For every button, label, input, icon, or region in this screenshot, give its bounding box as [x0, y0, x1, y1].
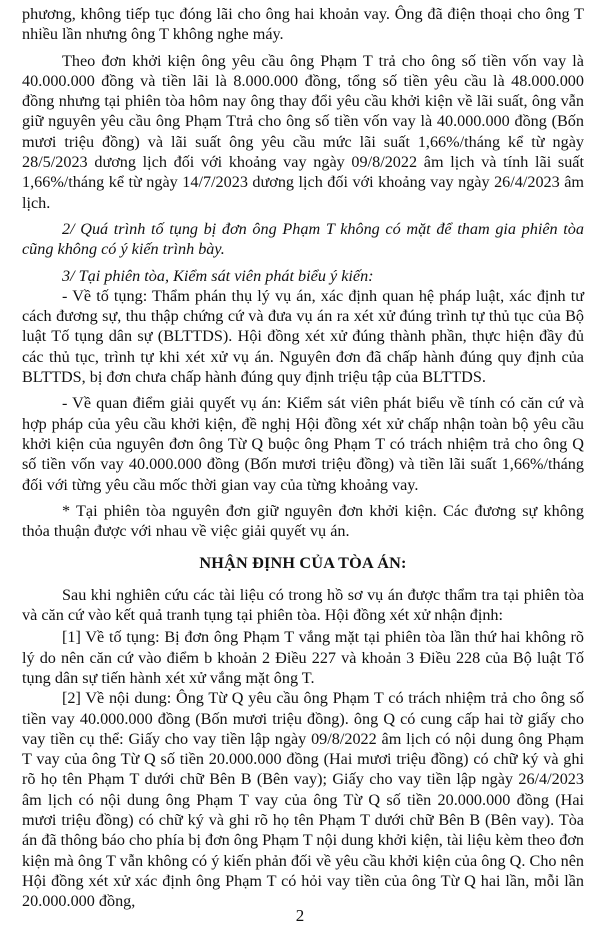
paragraph-defendant-absence: 2/ Quá trình tố tụng bị đơn ông Phạm T không có mặt để tham gia phiên tòa cũng không có ý kiến trình bày. — [22, 219, 584, 259]
paragraph-prosecutor-heading: 3/ Tại phiên tòa, Kiểm sát viên phát biểu ý kiến: — [62, 266, 374, 285]
paragraph-resolution-view: - Về quan điểm giải quyết vụ án: Kiểm sát viên phát biểu về tính có căn cứ và hợp pháp của yêu cầu khởi kiện, đề nghị Hội đồng xét xử chấp nhận toàn bộ yêu cầu khởi kiện của nguyên đơn ông Từ Q buộc ông Phạm T có trách nhiệm trả cho ông Q số tiền vốn vay 40.000.000 đồng (Bốn mươi triệu đồng) và tiền lãi suất 1,66%/tháng đối với từng yêu cầu mốc thời gian vay của từng khoảng vay. — [22, 394, 584, 494]
paragraph-court-intro: Sau khi nghiên cứu các tài liệu có trong hồ sơ vụ án được thẩm tra tại phiên tòa và căn cứ vào kết quả tranh tụng tại phiên tòa. Hội đồng xét xử nhận định: — [22, 585, 584, 625]
paragraph-finding-procedure: [1] Về tố tụng: Bị đơn ông Phạm T vắng mặt tại phiên tòa lần thứ hai không rõ lý do nên căn cứ vào điểm b khoản 2 Điều 227 và khoản 3 Điều 228 của Bộ luật Tố tụng dân sự tiến hành xét xử vắng mặt ông T. — [22, 628, 584, 687]
paragraph-finding-content: [2] Về nội dung: Ông Từ Q yêu cầu ông Phạm T có trách nhiệm trả cho ông số tiền vay 40.000.000 đồng (Bốn mươi triệu đồng). ông Q có cung cấp hai tờ giấy cho vay tiền cụ thể: Giấy cho vay tiền lập ngày 09/8/2022 âm lịch có nội dung ông Phạm T vay của ông Từ Q số tiền 20.000.000 đồng (Hai mươi triệu đồng) có chữ ký và ghi rõ họ tên Phạm T dưới chữ Bên B (Bên vay); Giấy cho vay tiền lập ngày 26/4/2023 âm lịch có nội dung ông Phạm T vay của ông Từ Q số tiền 20.000.000 đồng (Hai mươi triệu đồng) có chữ ký và ghi rõ họ tên Phạm T dưới chữ Bên B (Bên vay). Tòa án đã thông báo cho phía bị đơn ông Phạm T nội dung khởi kiện, tài liệu kèm theo đơn kiện mà ông T vẫn không có ý kiến phản đối về yêu cầu khởi kiện của ông Q. Cho nên Hội đồng xét xử xác định ông Phạm T có hỏi vay tiền của ông Từ Q hai lần, mỗi lần 20.000.000 đồng, — [22, 689, 584, 911]
paragraph-at-hearing: * Tại phiên tòa nguyên đơn giữ nguyên đơn khởi kiện. Các đương sự không thỏa thuận được với nhau về việc giải quyết vụ án. — [22, 501, 584, 541]
paragraph-claim: Theo đơn khởi kiện ông yêu cầu ông Phạm T trả cho ông số tiền vốn vay là 40.000.000 đồng và tiền lãi là 8.000.000 đồng, tổng số tiền yêu cầu là 48.000.000 đồng nhưng tại phiên tòa hôm nay ông thay đổi yêu cầu khởi kiện về lãi suất, ông vẫn giữ nguyên yêu cầu ông Phạm Ttrả cho ông số tiền vốn vay là 40.000.000 đồng (Bốn mươi triệu đồng) và lãi suất ông yêu cầu mức lãi suất 1,66%/tháng kể từ ngày 28/5/2023 dương lịch đối với khoảng vay ngày 09/8/2022 âm lịch và tính lãi suất 1,66%/tháng kể từ ngày 14/7/2023 dương lịch đối với khoảng vay ngày 26/4/2023 âm lịch. — [22, 51, 584, 212]
paragraph-continuation: phương, không tiếp tục đóng lãi cho ông hai khoản vay. Ông đã điện thoại cho ông T nhiều lần nhưng ông T không nghe máy. — [22, 5, 584, 44]
page-number: 2 — [295, 906, 305, 925]
paragraph-procedure: - Về tố tụng: Thẩm phán thụ lý vụ án, xác định quan hệ pháp luật, xác định tư cách đương sự, thu thập chứng cứ và đưa vụ án ra xét xử đúng trình tự thủ tục của Bộ luật Tố tụng dân sự (BLTTDS). Hội đồng xét xử đúng thành phần, thực hiện đầy đủ các thủ tục, trình tự khi xét xử vụ án. Nguyên đơn đã chấp hành đúng quy định của BLTTDS, bị đơn chưa chấp hành đúng quy định triệu tập của BLTTDS. — [22, 286, 584, 387]
section-heading: NHẬN ĐỊNH CỦA TÒA ÁN: — [199, 554, 407, 573]
